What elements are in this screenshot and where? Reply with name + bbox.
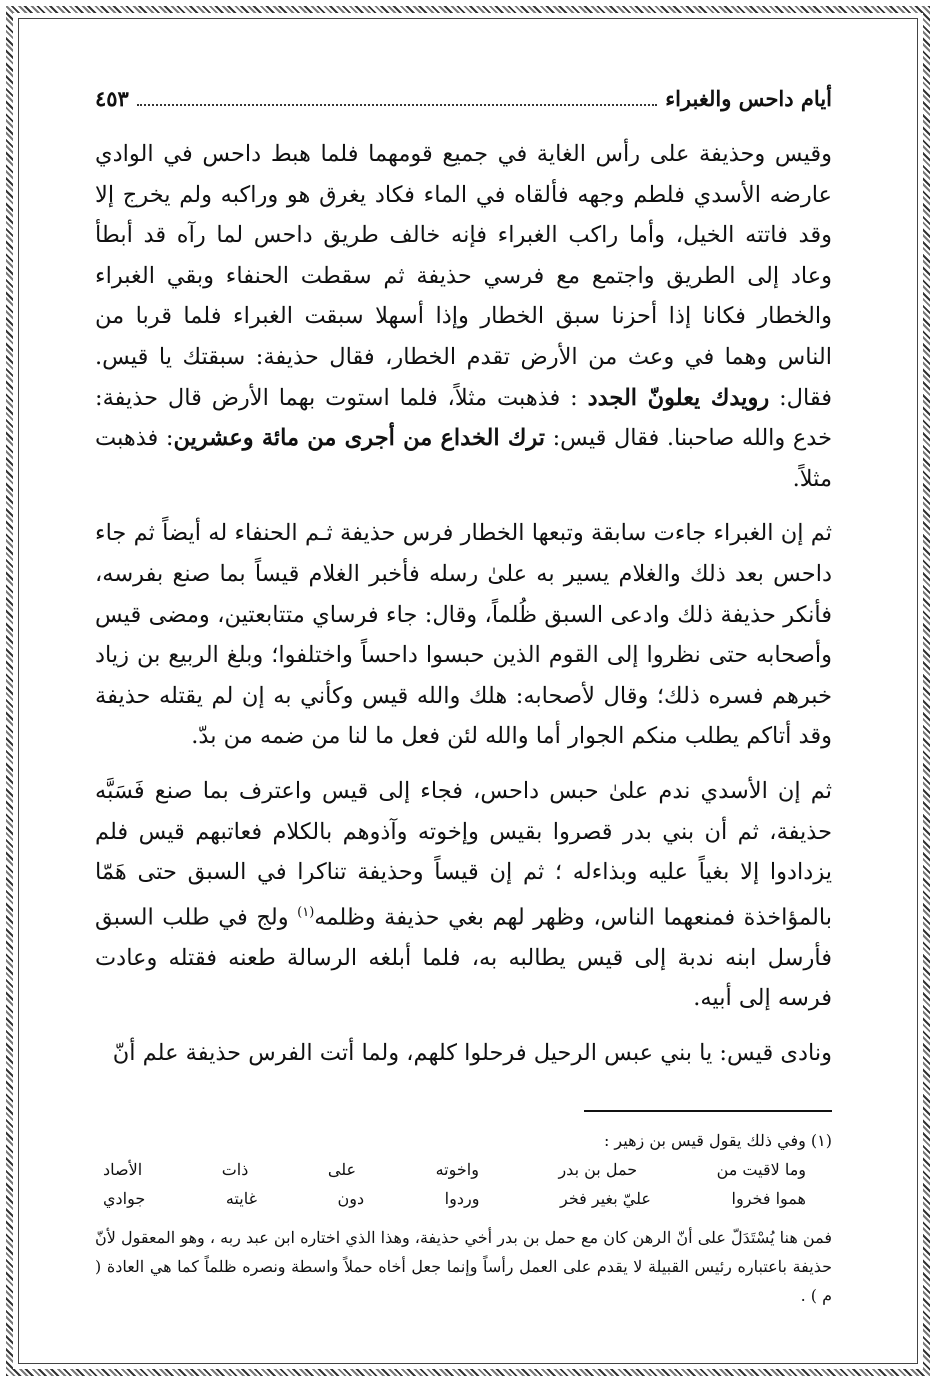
page-number: ٤٥٣ [95, 86, 129, 111]
paragraph-3-text-a: ثم إن الأسدي ندم علىٰ حبس داحس، فجاء إلى قيس واعترف بما صنع فَسَبَّه حذيفة، ثم أن بني بدر قصروا بقيس وإخوته وآذوهم بالكلام فعاتبهم قيس فلم يزدادوا إلا بغياً عليه وبذاءله ؛ ثم إن قيساً وحذيفة تناكرا في السبق حتى هَمّا بالمؤاخذة فمنعهما الناس، وظهر لهم بغي حذيفة وظلمه [95, 777, 832, 931]
proverb-1: رويدك يعلونّ الجدد [587, 384, 770, 411]
paragraph-1-text-b: : فذهبت مثلاً، فلما استوت بهما الأرض قال حذيفة: خدع والله صاحبنا. فقال قيس: [95, 384, 832, 452]
page-content [95, 86, 832, 1310]
verse-1-part-1: وما لاقيت من [716, 1159, 806, 1179]
paragraph-3-text-b: ولج في طلب السبق فأرسل ابنه ندبة إلى قيس يطالبه به، فلما أبلغه الرسالة طعنه فقتله وعادت فرسه إلى أبيه. [95, 904, 832, 1012]
verse-line-2 [95, 1184, 832, 1213]
paragraph-2: ثم إن الغبراء جاءت سابقة وتبعها الخطار فرس حذيفة ثـم الحنفاء له أيضاً ثم جاء داحس بعد ذلك والغلام يسير به علىٰ رسله فأخبر الغلام قيساً بما صنع بفرسه، فأنكر حذيفة ذلك وادعى السبق ظُلماً، وقال: جاء فرساي متتابعتين، ومضى قيس وأصحابه حتى نظروا إلى القوم الذين حبسوا داحساً واختلفوا؛ وبلغ الربيع بن زياد خبرهم فسره ذلك؛ وقال لأصحابه: هلك والله قيس وكأني به إن لم يقتله حذيفة وقد أتاكم يطلب منكم الجوار أما والله لئن فعل ما لنا من ضمه من بدّ. [95, 520, 832, 750]
footnote-intro: (١) وفي ذلك يقول قيس بن زهير : [603, 1130, 832, 1150]
proverb-2: ترك الخداع من أجرى من مائة وعشرين [173, 425, 546, 452]
verse-1-part-2: حمل بن بدر [558, 1159, 638, 1179]
paragraph-1 [95, 134, 832, 499]
paragraph-1-text-c: : فذهبت مثلاً. [95, 425, 832, 492]
paragraph-3 [95, 771, 832, 1019]
verse-1-part-6: الأصاد [103, 1159, 143, 1179]
verse-2-part-4: دون [337, 1188, 365, 1208]
verse-2-part-1: هموا فخروا [731, 1188, 806, 1208]
paragraph-1-text-a: وقيس وحذيفة على رأس الغاية في جميع قومهما فلما هبط داحس في الوادي عارضه الأسدي فلطم وجهه فألقاه في الماء فكاد يغرق هو وراكبه ولم يخرج إلا وقد فاتته الخيل، وأما راكب الغبراء فإنه خالف طريق داحس لما رآه قد أبطأ وعاد إلى الطريق واجتمع مع فرسي حذيفة ثم سقطت الحنفاء وبقي الغبراء والخطار فكانا إذا أحزنا سبق الخطار وإذا أسهلا سبقت الغبراء فلما قربا من الناس وهما في وعث من الأرض تقدم الخطار، فقال حذيفة: سبقتك يا قيس. فقال: [95, 141, 833, 411]
footnote-reference[interactable]: (١) [297, 904, 315, 920]
running-header [95, 86, 832, 126]
chapter-title: أيام داحس والغبراء [665, 86, 832, 111]
footnote-commentary: فمن هنا يُسْتَدَلّ على أنّ الرهن كان مع حمل بن بدر أخي حذيفة، وهذا الذي اختاره ابن عبد ربه ، وهو المعقول لأنّ حذيفة باعتباره رئيس القبيلة لا يقدم على العمل رأساً وإنما جعل أخاه حملاً واسطة ونصره ظلماً كما هي العادة ( م ) . [95, 1227, 832, 1305]
verse-line-1 [95, 1155, 832, 1184]
header-dot-leader [137, 104, 657, 106]
verse-2-part-2: عليّ بغير فخر [559, 1188, 651, 1208]
verse-2-part-6: جوادي [103, 1188, 146, 1208]
verse-1-part-5: ذات [221, 1159, 249, 1179]
paragraph-4: ونادى قيس: يا بني عبس الرحيل فرحلوا كلهم، ولما أتت الفرس حذيفة علم أنّ [112, 1039, 832, 1066]
verse-2-part-3: وردوا [444, 1188, 480, 1208]
verse-2-part-5: غايته [225, 1188, 257, 1208]
verse-1-part-3: واخوته [435, 1159, 479, 1179]
footnote-separator [584, 1110, 832, 1112]
verse-1-part-4: على [327, 1159, 357, 1179]
